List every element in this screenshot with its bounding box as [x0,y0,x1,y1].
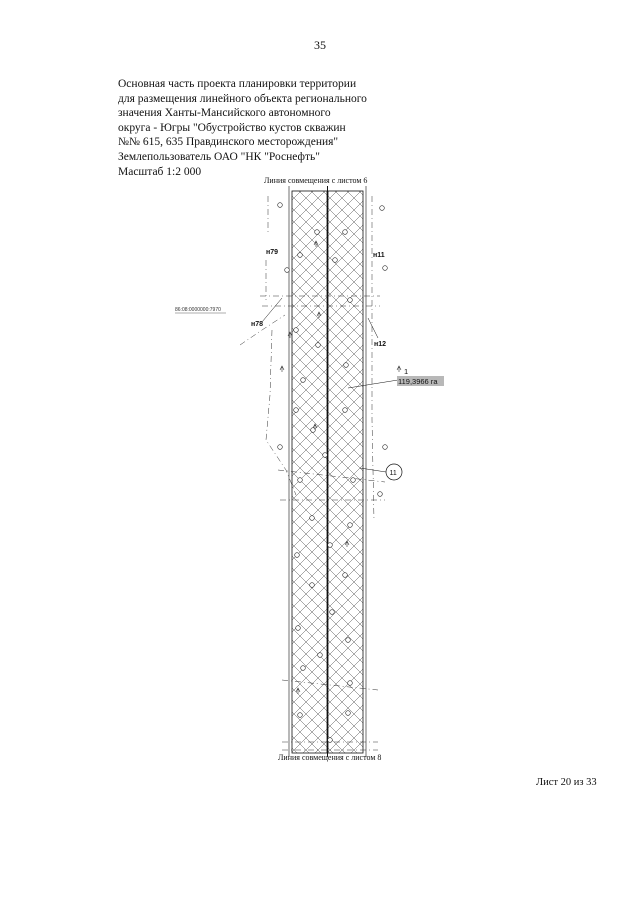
header-line: №№ 615, 635 Правдинского месторождения" [118,136,339,149]
corridor-strip-left [292,191,327,753]
sheet-label: Лист 20 из 33 [536,777,597,788]
parcel-area: 119,3966 га [398,377,438,386]
header-line: для размещения линейного объекта регионального [118,92,367,105]
scale-line: Масштаб 1:2 000 [118,165,202,178]
corridor-strip-right [328,191,363,753]
header-line: Землепользователь ОАО "НК "Роснефть" [118,150,320,163]
point-label-n79: н79 [266,249,279,256]
circle-marker-label: 11 [389,470,397,477]
point-label-n12: н12 [374,341,387,348]
point-label-n78: н78 [251,321,264,328]
combination-line-bottom-label: Линия совмещения с листом 8 [278,753,382,762]
cadastral-number: 86:08:0000000:7970 [175,307,221,313]
point-label-n11: н11 [373,252,385,259]
combination-line-top-label: Линия совмещения с листом 6 [264,176,368,185]
header-line: округа - Югры "Обустройство кустов скважин [118,121,346,134]
page-number: 35 [314,38,326,52]
parcel-number: 1 [404,367,409,376]
header-line: значения Ханты-Мансийского автономного [118,107,331,120]
header-line: Основная часть проекта планировки территории [118,78,357,90]
